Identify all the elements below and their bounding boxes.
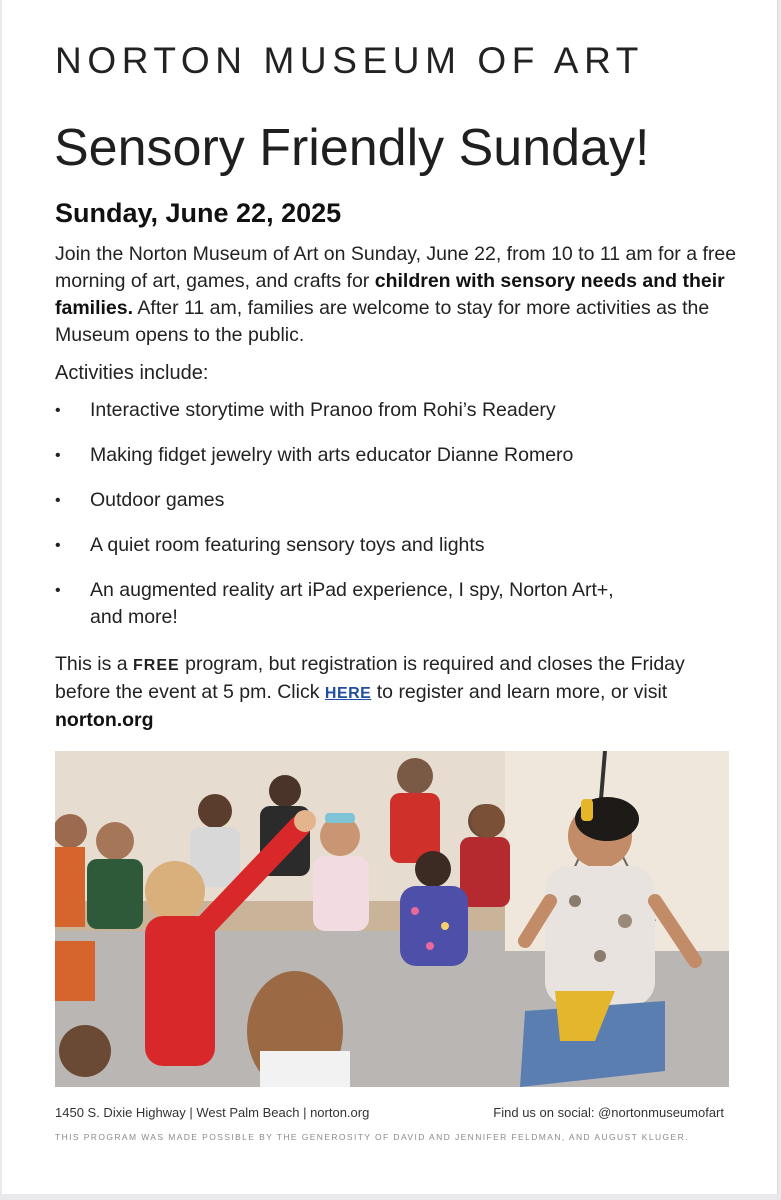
bullet-icon: • xyxy=(55,537,61,554)
footer-social: Find us on social: @nortonmuseumofart xyxy=(493,1105,724,1120)
storytime-photo-illustration xyxy=(55,751,729,1087)
list-item: • Outdoor games xyxy=(55,487,745,514)
footer-address: 1450 S. Dixie Highway | West Palm Beach | norton.org xyxy=(55,1105,370,1120)
bullet-icon: • xyxy=(55,582,61,599)
list-item: • A quiet room featuring sensory toys and lights xyxy=(55,532,745,559)
intro-bold-text: children with sensory needs and their families. xyxy=(55,270,725,319)
website-link[interactable]: norton.org xyxy=(55,709,154,731)
museum-name: NORTON MUSEUM OF ART xyxy=(55,40,644,81)
intro-text-2: After 11 am, families are welcome to stay for more activities as the Museum opens to the public. xyxy=(55,297,710,346)
event-photo xyxy=(55,751,729,1087)
free-label: FREE xyxy=(133,657,180,674)
registration-paragraph: This is a FREE program, but registration is required and closes the Friday before the event at 5 pm. Click HERE to register and learn more, or visit norton.org xyxy=(55,653,685,731)
event-date: Sunday, June 22, 2025 xyxy=(55,198,342,228)
page-title: Sensory Friendly Sunday! xyxy=(54,119,650,177)
footer-credit: THIS PROGRAM WAS MADE POSSIBLE BY THE GENEROSITY OF DAVID AND JENNIFER FELDMAN, AND AUGUST KLUGER. xyxy=(55,1132,689,1142)
register-link[interactable]: HERE xyxy=(324,685,372,702)
intro-text-1: Join the Norton Museum of Art on Sunday, June 22, from 10 to 11 am for a free morning of art, games, and crafts for xyxy=(55,243,737,292)
intro-paragraph xyxy=(55,241,745,349)
list-item: • Interactive storytime with Pranoo from Rohi’s Readery xyxy=(55,397,745,424)
flyer-page xyxy=(2,0,778,1194)
bullet-icon: • xyxy=(55,402,61,419)
bullet-icon: • xyxy=(55,447,61,464)
bullet-icon: • xyxy=(55,492,61,509)
activities-list xyxy=(55,397,745,649)
list-item: • An augmented reality art iPad experience, I spy, Norton Art+, and more! xyxy=(55,579,614,628)
list-item: • Making fidget jewelry with arts educator Dianne Romero xyxy=(55,442,745,469)
activities-heading: Activities include: xyxy=(55,362,209,384)
